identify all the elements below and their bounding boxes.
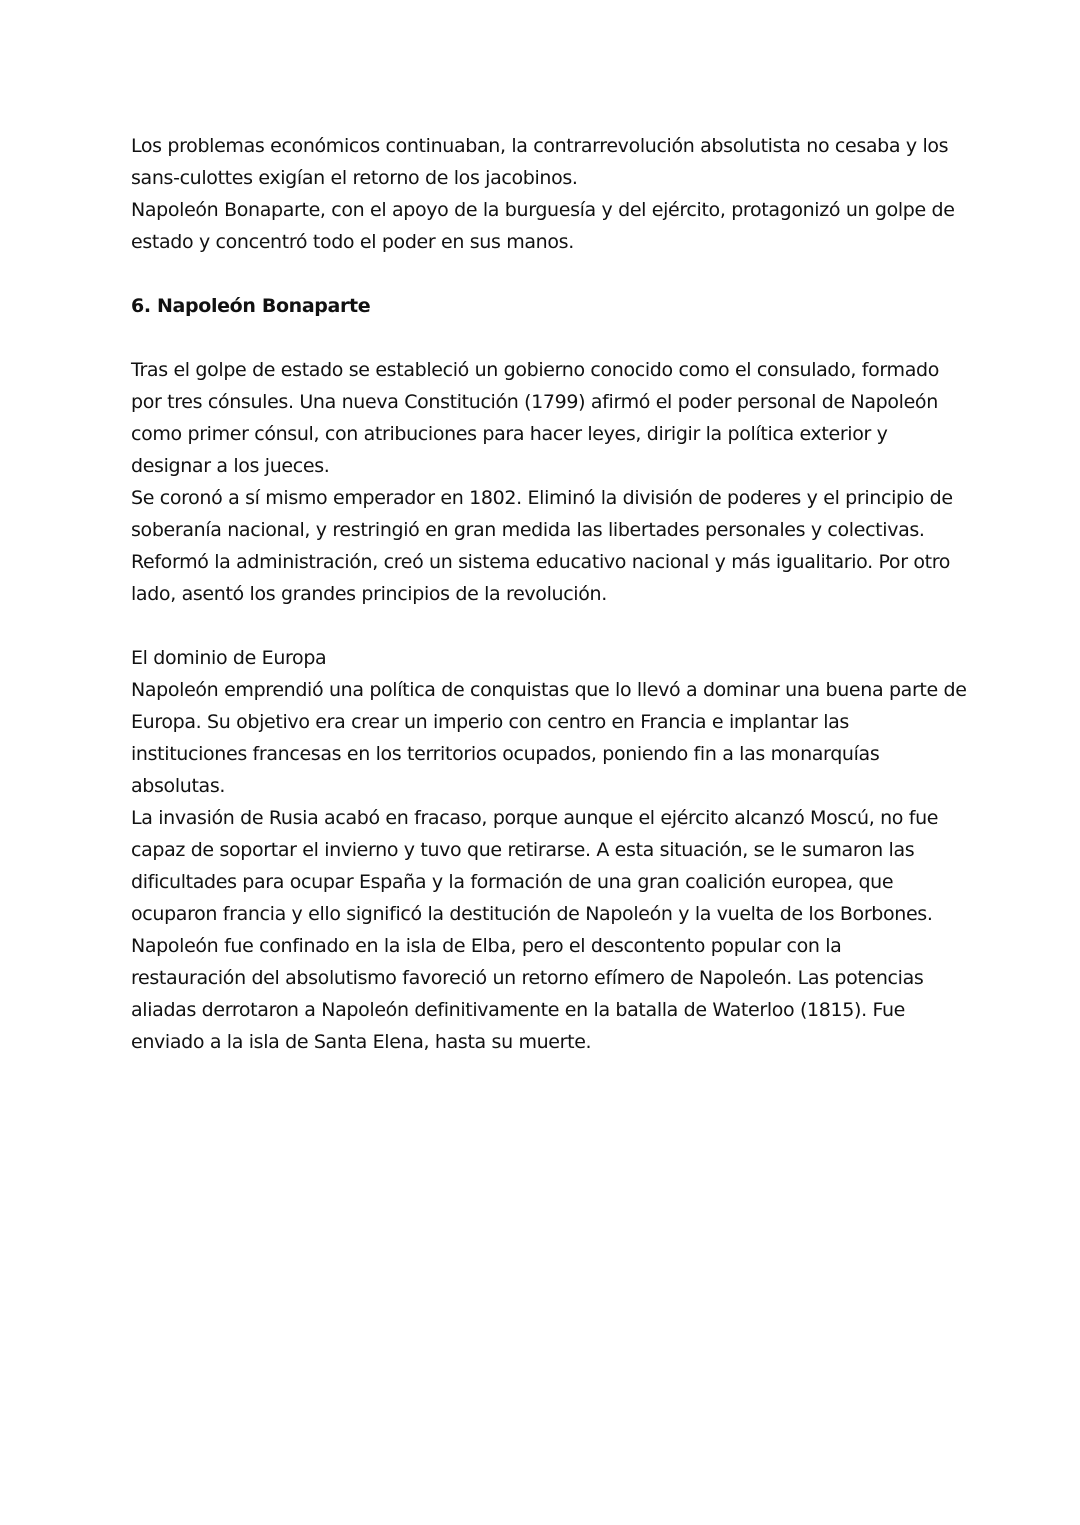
text-line: Napoleón Bonaparte, con el apoyo de la burguesía y del ejército, protagonizó un golpe de — [131, 199, 955, 221]
text-line: dificultades para ocupar España y la formación de una gran coalición europea, que — [131, 871, 894, 893]
text-line: enviado a la isla de Santa Elena, hasta su muerte. — [131, 1031, 592, 1053]
text-line: La invasión de Rusia acabó en fracaso, porque aunque el ejército alcanzó Moscú, no fue — [131, 807, 939, 829]
text-line: Europa. Su objetivo era crear un imperio con centro en Francia e implantar las — [131, 711, 849, 733]
text-line: Napoleón emprendió una política de conquistas que lo llevó a dominar una buena parte de — [131, 679, 967, 701]
consulate-paragraph — [131, 354, 961, 610]
text-line: absolutas. — [131, 775, 226, 797]
intro-paragraph — [131, 130, 961, 258]
subsection-title: El dominio de Europa — [131, 647, 327, 669]
text-line: restauración del absolutismo favoreció un retorno efímero de Napoleón. Las potencias — [131, 967, 924, 989]
text-line: designar a los jueces. — [131, 455, 330, 477]
spacer — [131, 258, 961, 290]
text-line: aliadas derrotaron a Napoleón definitivamente en la batalla de Waterloo (1815). Fue — [131, 999, 906, 1021]
text-line: Tras el golpe de estado se estableció un gobierno conocido como el consulado, formado — [131, 359, 939, 381]
text-line: sans-culottes exigían el retorno de los jacobinos. — [131, 167, 578, 189]
spacer — [131, 322, 961, 354]
text-line: ocuparon francia y ello significó la destitución de Napoleón y la vuelta de los Borbones. — [131, 903, 933, 925]
text-line: Los problemas económicos continuaban, la contrarrevolución absolutista no cesaba y los — [131, 135, 949, 157]
text-line: por tres cónsules. Una nueva Constitución (1799) afirmó el poder personal de Napoleón — [131, 391, 938, 413]
spacer — [131, 610, 961, 642]
europe-subsection — [131, 642, 967, 1058]
text-line: Napoleón fue confinado en la isla de Elba, pero el descontento popular con la — [131, 935, 842, 957]
text-line: instituciones francesas en los territorios ocupados, poniendo fin a las monarquías — [131, 743, 880, 765]
text-line: lado, asentó los grandes principios de la revolución. — [131, 583, 607, 605]
text-line: estado y concentró todo el poder en sus manos. — [131, 231, 574, 253]
text-line: capaz de soportar el invierno y tuvo que retirarse. A esta situación, se le sumaron las — [131, 839, 915, 861]
document-page — [131, 130, 967, 1058]
text-line: como primer cónsul, con atribuciones para hacer leyes, dirigir la política exterior y — [131, 423, 888, 445]
section-heading: 6. Napoleón Bonaparte — [131, 295, 371, 317]
text-line: Reformó la administración, creó un sistema educativo nacional y más igualitario. Por otro — [131, 551, 951, 573]
text-line: Se coronó a sí mismo emperador en 1802. Eliminó la división de poderes y el principio de — [131, 487, 953, 509]
text-line: soberanía nacional, y restringió en gran medida las libertades personales y colectivas. — [131, 519, 925, 541]
